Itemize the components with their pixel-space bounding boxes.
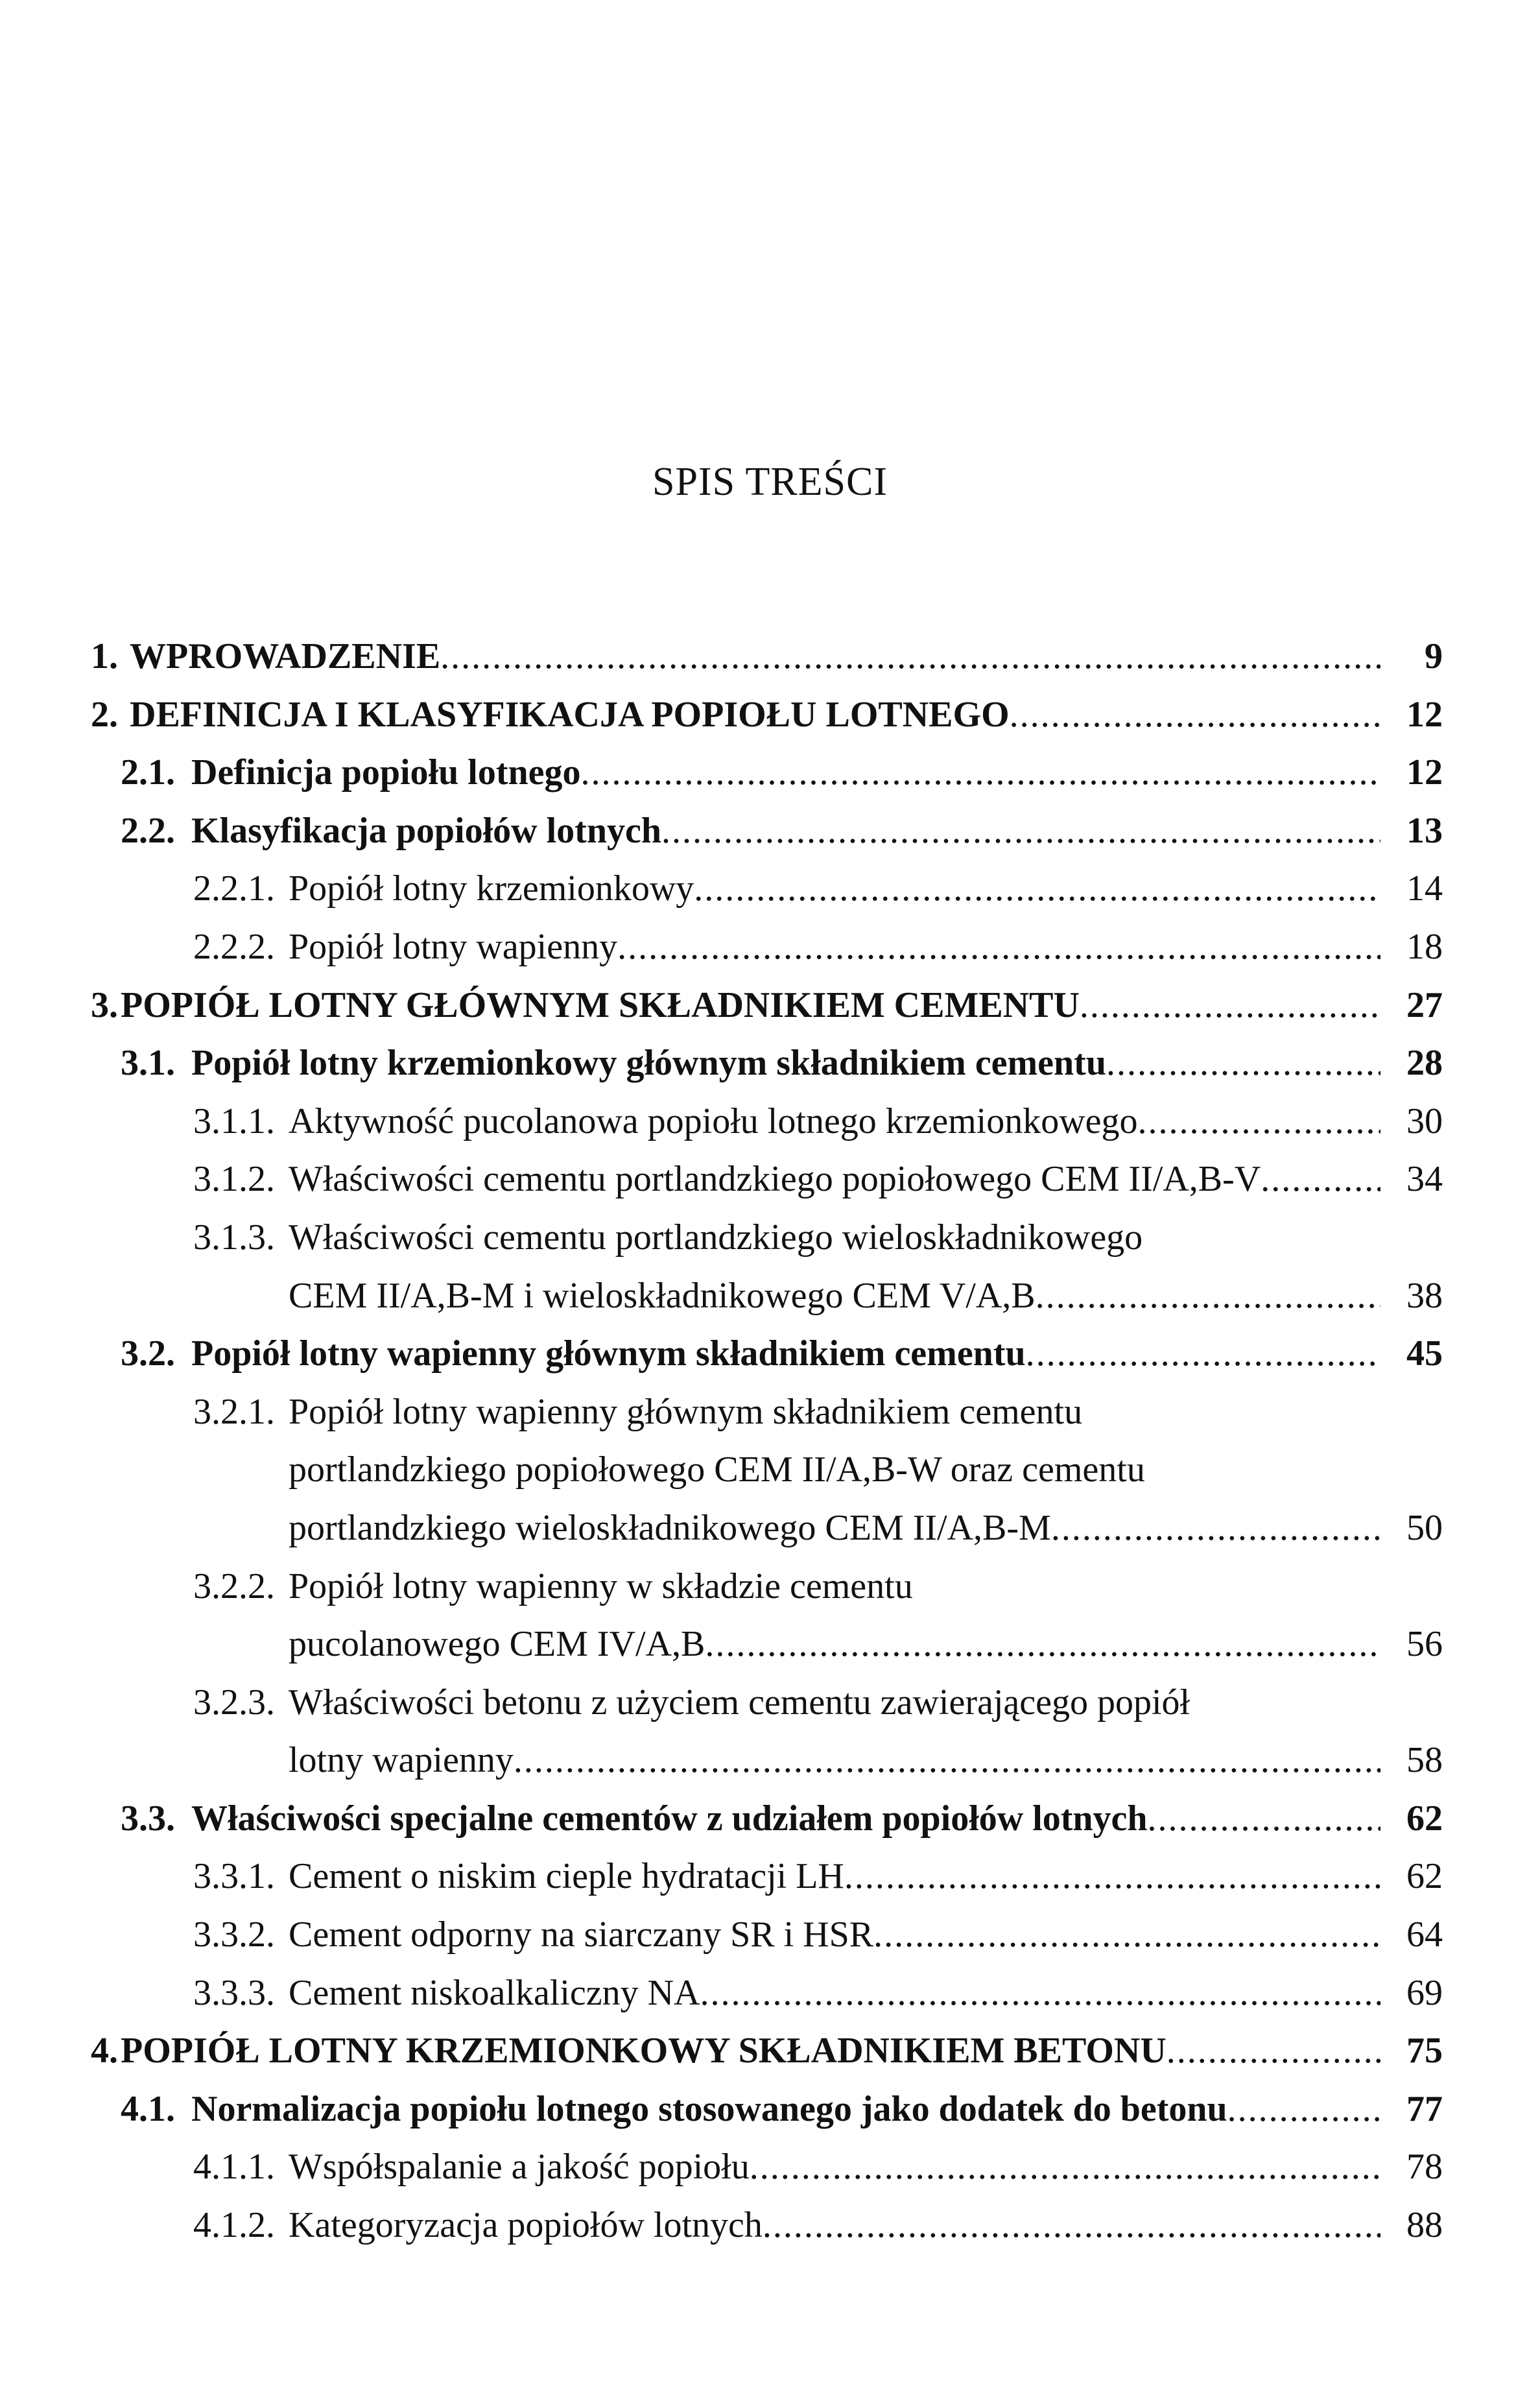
toc-entry-title-line2: portlandzkiego popiołowego CEM II/A,B-W oraz cementu: [289, 1449, 1145, 1490]
toc-entry-page: 69: [1406, 1972, 1443, 2013]
toc-entry-title: Cement niskoalkaliczny NA: [289, 1972, 700, 2013]
leader-dots: [873, 1906, 1380, 1964]
toc-entry[interactable]: [91, 1964, 1443, 2023]
leader-dots: [700, 1964, 1380, 2023]
toc-entry[interactable]: [91, 977, 1443, 1035]
toc-entry-number: 3.2.1.: [193, 1391, 275, 1432]
toc-entry[interactable]: [91, 1848, 1443, 1906]
toc-entry-page: 30: [1406, 1101, 1443, 1141]
toc-entry[interactable]: [91, 2022, 1443, 2081]
toc-entry-title-line2: pucolanowego CEM IV/A,B: [289, 1624, 705, 1665]
toc-entry-page: 18: [1406, 926, 1443, 967]
toc-entry-page: 88: [1406, 2205, 1443, 2246]
toc-entry-number: 2.1.: [121, 752, 175, 793]
toc-entry[interactable]: [91, 1790, 1443, 1848]
toc-entry-title: Cement odporny na siarczany SR i HSR: [289, 1914, 874, 1955]
toc-entry-title: Definicja popiołu lotnego: [191, 752, 581, 793]
toc-entry-title: Popiół lotny wapienny głównym składnikiem cementu: [191, 1333, 1026, 1374]
toc-entry-number: 4.1.2.: [193, 2205, 275, 2246]
toc-entry[interactable]: [91, 802, 1443, 861]
toc-entry[interactable]: [91, 2138, 1443, 2197]
toc-entry[interactable]: [91, 744, 1443, 802]
toc-entry-number: 2.2.: [121, 810, 175, 851]
toc-entry-number: 3.1.: [121, 1043, 175, 1084]
leader-dots: [580, 744, 1380, 802]
toc-entry-number: 3.2.2.: [193, 1566, 275, 1606]
toc-entry-number: 2.: [91, 694, 118, 735]
toc-entry-title: DEFINICJA I KLASYFIKACJA POPIOŁU LOTNEGO: [130, 694, 1010, 735]
toc-entry-page: 9: [1425, 636, 1443, 676]
leader-dots: [1138, 1093, 1380, 1151]
leader-dots: [694, 860, 1380, 918]
toc-entry-page: 62: [1406, 1856, 1443, 1897]
toc-entry[interactable]: [91, 628, 1443, 686]
toc-entry-number: 3.1.2.: [193, 1159, 275, 1200]
toc-entry-page: 27: [1406, 984, 1443, 1025]
toc-entry-continuation[interactable]: [91, 1499, 1443, 1558]
toc-entry-title: WPROWADZENIE: [130, 636, 441, 676]
toc-entry-page: 14: [1406, 868, 1443, 909]
toc-entry-number: 4.1.1.: [193, 2147, 275, 2188]
toc-entry[interactable]: [91, 1209, 1443, 1267]
toc-entry[interactable]: [91, 2197, 1443, 2255]
leader-dots: [1051, 1499, 1380, 1558]
toc-entry-page: 50: [1406, 1507, 1443, 1548]
toc-entry-title: Popiół lotny krzemionkowy głównym składnikiem cementu: [191, 1043, 1106, 1084]
toc-entry[interactable]: [91, 860, 1443, 918]
toc-entry-page: 77: [1406, 2088, 1443, 2129]
toc-entry-title-line2: CEM II/A,B-M i wieloskładnikowego CEM V/A,B: [289, 1275, 1036, 1316]
toc-entry-title: Właściwości cementu portlandzkiego popiołowego CEM II/A,B-V: [289, 1159, 1261, 1200]
toc-entry-number: 2.2.1.: [193, 868, 275, 909]
table-of-contents: [91, 628, 1443, 2255]
leader-dots: [1106, 1034, 1380, 1093]
toc-entry-number: 3.: [91, 984, 118, 1025]
toc-entry[interactable]: [91, 1093, 1443, 1151]
toc-entry-title: Popiół lotny wapienny w składzie cementu: [289, 1566, 913, 1606]
page-title: SPIS TREŚCI: [652, 460, 888, 504]
toc-entry-title: Aktywność pucolanowa popiołu lotnego krzemionkowego: [289, 1101, 1138, 1141]
leader-dots: [661, 802, 1380, 861]
toc-entry-title: POPIÓŁ LOTNY KRZEMIONKOWY SKŁADNIKIEM BETONU: [121, 2031, 1167, 2071]
toc-entry-title: Klasyfikacja popiołów lotnych: [191, 810, 661, 851]
toc-entry-number: 3.3.: [121, 1798, 175, 1839]
leader-dots: [514, 1732, 1380, 1790]
toc-entry-title: POPIÓŁ LOTNY GŁÓWNYM SKŁADNIKIEM CEMENTU: [121, 984, 1080, 1025]
toc-entry-title: Kategoryzacja popiołów lotnych: [289, 2205, 763, 2246]
toc-entry-number: 2.2.2.: [193, 926, 275, 967]
toc-entry-continuation[interactable]: [91, 1732, 1443, 1790]
leader-dots: [1026, 1325, 1380, 1383]
toc-entry-title: Popiół lotny wapienny: [289, 926, 618, 967]
toc-entry-page: 78: [1406, 2147, 1443, 2188]
toc-entry-page: 28: [1406, 1043, 1443, 1084]
toc-entry[interactable]: [91, 1151, 1443, 1209]
toc-entry[interactable]: [91, 1034, 1443, 1093]
toc-entry-page: 12: [1406, 752, 1443, 793]
toc-entry-page: 34: [1406, 1159, 1443, 1200]
toc-entry-title: Właściwości betonu z użyciem cementu zawierającego popiół: [289, 1682, 1191, 1723]
toc-entry-title: Popiół lotny wapienny głównym składnikiem cementu: [289, 1391, 1083, 1432]
leader-dots: [617, 918, 1380, 977]
toc-entry-title: Popiół lotny krzemionkowy: [289, 868, 694, 909]
toc-entry[interactable]: [91, 1906, 1443, 1964]
toc-entry[interactable]: [91, 918, 1443, 977]
toc-entry[interactable]: [91, 686, 1443, 745]
leader-dots: [1080, 977, 1380, 1035]
leader-dots: [705, 1616, 1380, 1674]
toc-entry-page: 64: [1406, 1914, 1443, 1955]
toc-entry-page: 12: [1406, 694, 1443, 735]
toc-entry-continuation[interactable]: [91, 1616, 1443, 1674]
toc-entry-number: 3.3.2.: [193, 1914, 275, 1955]
leader-dots: [1148, 1790, 1380, 1848]
toc-entry-page: 45: [1406, 1333, 1443, 1374]
leader-dots: [763, 2197, 1380, 2255]
toc-entry-title: Właściwości cementu portlandzkiego wieloskładnikowego: [289, 1217, 1143, 1258]
leader-dots: [1167, 2022, 1380, 2081]
toc-entry-number: 3.2.: [121, 1333, 175, 1374]
toc-entry-number: 4.: [91, 2031, 118, 2071]
toc-entry-page: 58: [1406, 1740, 1443, 1781]
toc-entry[interactable]: [91, 2081, 1443, 2139]
toc-entry[interactable]: [91, 1558, 1443, 1616]
leader-dots: [1010, 686, 1380, 745]
toc-entry-number: 4.1.: [121, 2088, 175, 2129]
leader-dots: [750, 2138, 1380, 2197]
leader-dots: [1261, 1151, 1380, 1209]
toc-entry-number: 1.: [91, 636, 118, 676]
leader-dots: [1227, 2081, 1380, 2139]
toc-entry-title: Cement o niskim cieple hydratacji LH: [289, 1856, 844, 1897]
toc-entry[interactable]: [91, 1325, 1443, 1383]
toc-entry-title-line3: portlandzkiego wieloskładnikowego CEM II/A,B-M: [289, 1507, 1051, 1548]
toc-entry[interactable]: [91, 1674, 1443, 1732]
leader-dots: [1036, 1267, 1380, 1326]
leader-dots: [440, 628, 1380, 686]
toc-entry-title: Współspalanie a jakość popiołu: [289, 2147, 750, 2188]
toc-entry[interactable]: [91, 1383, 1443, 1442]
toc-entry-page: 38: [1406, 1275, 1443, 1316]
toc-entry-title: Normalizacja popiołu lotnego stosowanego jako dodatek do betonu: [191, 2088, 1227, 2129]
toc-entry-page: 62: [1406, 1798, 1443, 1839]
toc-entry-number: 3.2.3.: [193, 1682, 275, 1723]
toc-entry-continuation[interactable]: [91, 1267, 1443, 1326]
toc-entry-number: 3.1.1.: [193, 1101, 275, 1141]
toc-entry-page: 13: [1406, 810, 1443, 851]
toc-entry-continuation[interactable]: [91, 1441, 1443, 1499]
toc-entry-title-line2: lotny wapienny: [289, 1740, 514, 1781]
toc-entry-number: 3.1.3.: [193, 1217, 275, 1258]
toc-entry-number: 3.3.3.: [193, 1972, 275, 2013]
toc-entry-title: Właściwości specjalne cementów z udziałem popiołów lotnych: [191, 1798, 1148, 1839]
toc-entry-number: 3.3.1.: [193, 1856, 275, 1897]
toc-entry-page: 75: [1406, 2031, 1443, 2071]
toc-entry-page: 56: [1406, 1624, 1443, 1665]
leader-dots: [844, 1848, 1380, 1906]
